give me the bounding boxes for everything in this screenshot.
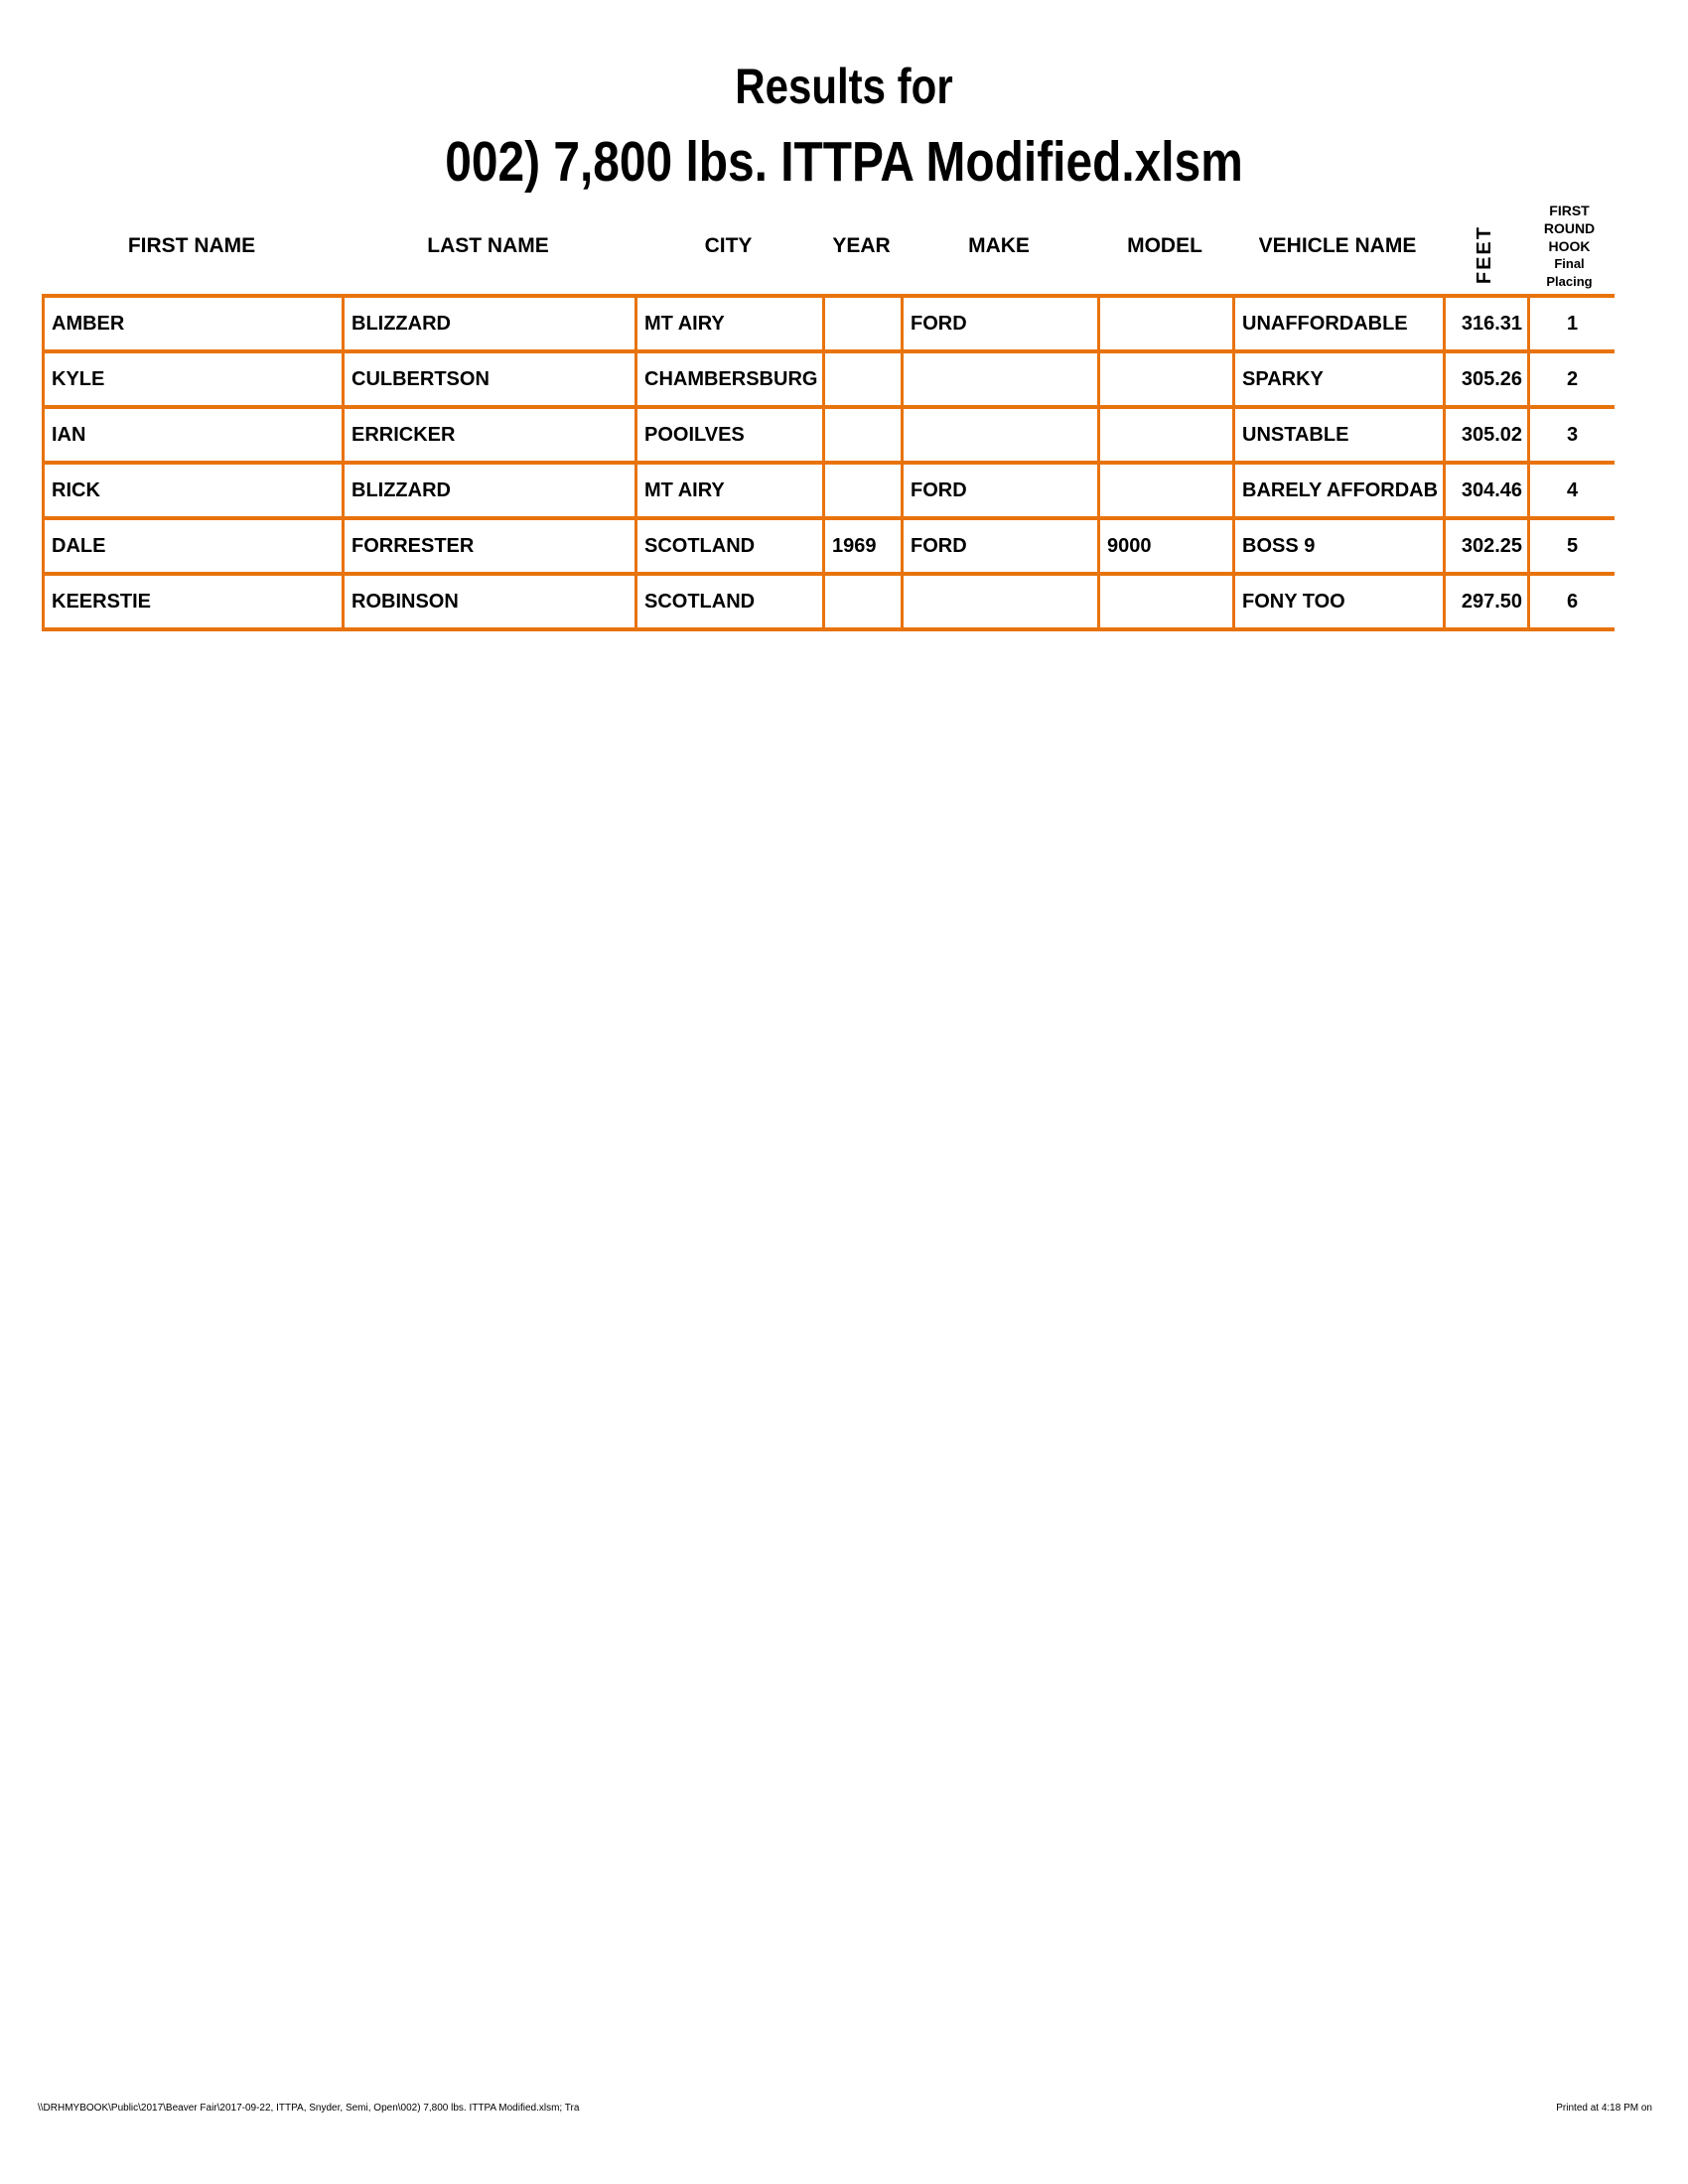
- cell-feet: 297.50: [1446, 576, 1530, 631]
- cell-feet: 304.46: [1446, 465, 1530, 520]
- cell-city: SCOTLAND: [637, 520, 825, 576]
- cell-year: 1969: [825, 520, 904, 576]
- cell-model: [1100, 409, 1235, 465]
- placing-header-line-final: Final: [1554, 256, 1585, 271]
- cell-model: [1100, 353, 1235, 409]
- cell-feet: 305.02: [1446, 409, 1530, 465]
- cell-first-name: IAN: [45, 409, 345, 465]
- cell-vehicle-name: UNSTABLE: [1235, 409, 1446, 465]
- cell-feet: 302.25: [1446, 520, 1530, 576]
- cell-make: FORD: [904, 520, 1100, 576]
- cell-city: MT AIRY: [637, 298, 825, 353]
- cell-feet: 316.31: [1446, 298, 1530, 353]
- cell-make: FORD: [904, 298, 1100, 353]
- placing-header-line-first: FIRST: [1549, 203, 1590, 218]
- cell-placing: 6: [1530, 576, 1615, 631]
- cell-model: [1100, 298, 1235, 353]
- cell-model: [1100, 465, 1235, 520]
- results-table: [42, 294, 1615, 631]
- cell-city: SCOTLAND: [637, 576, 825, 631]
- column-header-first-name: FIRST NAME: [127, 234, 256, 257]
- cell-city: POOILVES: [637, 409, 825, 465]
- feet-rotated-label: FEET: [1474, 224, 1495, 284]
- cell-vehicle-name: UNAFFORDABLE: [1235, 298, 1446, 353]
- cell-city: MT AIRY: [637, 465, 825, 520]
- column-header-vehicle-name: VEHICLE NAME: [1258, 234, 1417, 257]
- column-header-last-name: LAST NAME: [427, 234, 549, 257]
- cell-feet: 305.26: [1446, 353, 1530, 409]
- cell-last-name: BLIZZARD: [345, 465, 637, 520]
- cell-last-name: FORRESTER: [345, 520, 637, 576]
- cell-placing: 1: [1530, 298, 1615, 353]
- placing-header-line-placing: Placing: [1546, 274, 1593, 289]
- column-header-make: MAKE: [968, 234, 1030, 257]
- column-header-model: MODEL: [1127, 234, 1202, 257]
- cell-year: [825, 576, 904, 631]
- column-header-feet: [1443, 191, 1527, 294]
- cell-year: [825, 465, 904, 520]
- cell-make: FORD: [904, 465, 1100, 520]
- cell-placing: 2: [1530, 353, 1615, 409]
- cell-first-name: RICK: [45, 465, 345, 520]
- placing-header-stack: [1544, 202, 1595, 291]
- column-header-city: CITY: [704, 234, 753, 257]
- cell-model: [1100, 576, 1235, 631]
- cell-first-name: KEERSTIE: [45, 576, 345, 631]
- cell-vehicle-name: BOSS 9: [1235, 520, 1446, 576]
- table-header-row: [42, 191, 1612, 294]
- cell-year: [825, 298, 904, 353]
- cell-year: [825, 409, 904, 465]
- cell-last-name: ERRICKER: [345, 409, 637, 465]
- report-title: [0, 58, 1688, 195]
- cell-make: [904, 576, 1100, 631]
- footer-printed-time: Printed at 4:18 PM on: [1556, 2103, 1652, 2114]
- cell-placing: 3: [1530, 409, 1615, 465]
- cell-last-name: BLIZZARD: [345, 298, 637, 353]
- cell-year: [825, 353, 904, 409]
- placing-header-line-hook: HOOK: [1548, 238, 1591, 254]
- cell-placing: 4: [1530, 465, 1615, 520]
- cell-vehicle-name: FONY TOO: [1235, 576, 1446, 631]
- report-title-line2: 002) 7,800 lbs. ITTPA Modified.xlsm: [445, 130, 1243, 194]
- cell-vehicle-name: BARELY AFFORDAB: [1235, 465, 1446, 520]
- cell-make: [904, 409, 1100, 465]
- cell-first-name: KYLE: [45, 353, 345, 409]
- footer-file-path: \\DRHMYBOOK\Public\2017\Beaver Fair\2017-09-22, ITTPA, Snyder, Semi, Open\002) 7,800 lbs. ITTPA Modified.xlsm; Tra: [38, 2103, 580, 2114]
- cell-first-name: DALE: [45, 520, 345, 576]
- placing-header-line-round: ROUND: [1543, 220, 1596, 236]
- column-header-year: YEAR: [832, 234, 891, 257]
- cell-make: [904, 353, 1100, 409]
- cell-model: 9000: [1100, 520, 1235, 576]
- cell-vehicle-name: SPARKY: [1235, 353, 1446, 409]
- report-title-line1: Results for: [735, 59, 953, 114]
- cell-city: CHAMBERSBURG: [637, 353, 825, 409]
- cell-placing: 5: [1530, 520, 1615, 576]
- cell-last-name: CULBERTSON: [345, 353, 637, 409]
- cell-last-name: ROBINSON: [345, 576, 637, 631]
- column-header-placing: [1527, 191, 1612, 294]
- cell-first-name: AMBER: [45, 298, 345, 353]
